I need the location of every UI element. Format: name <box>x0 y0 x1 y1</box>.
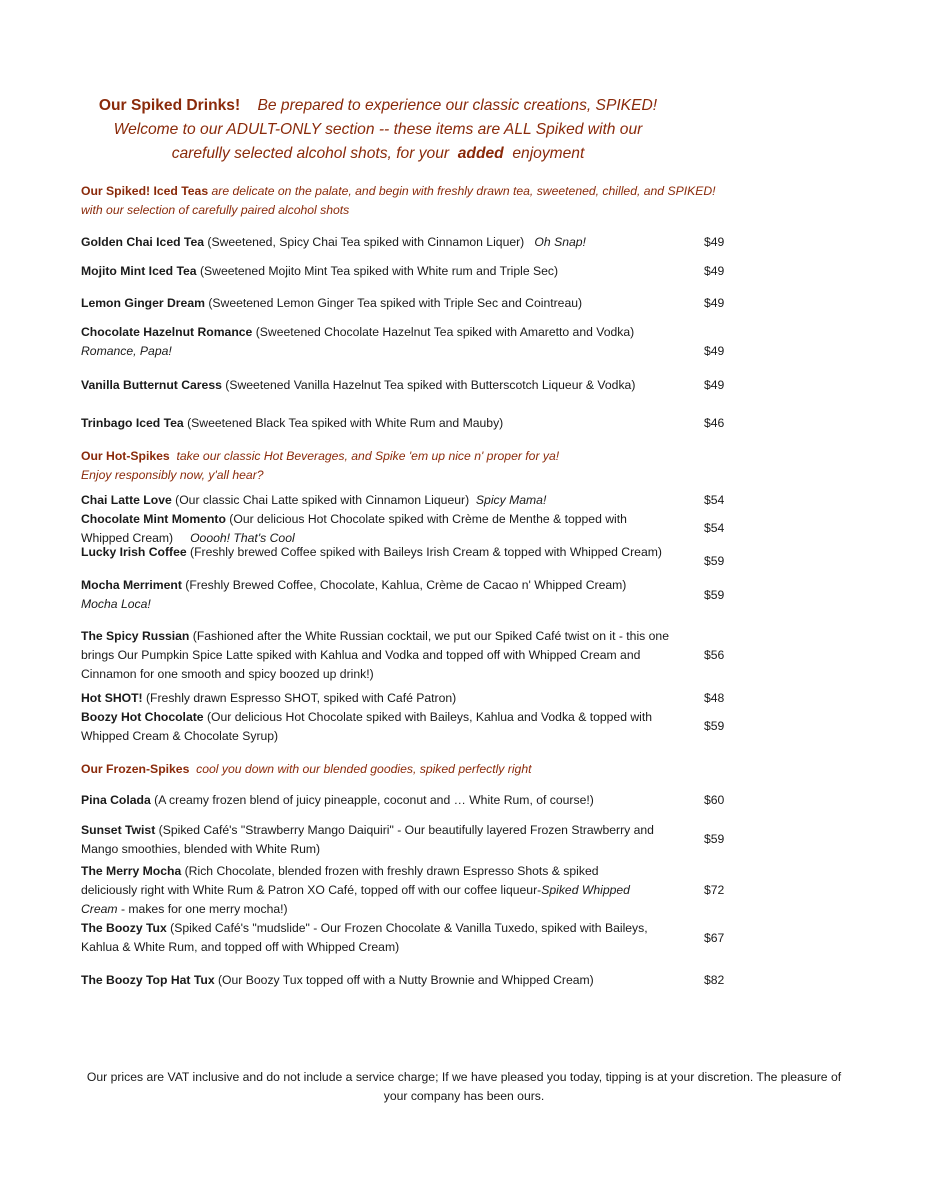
page-title: Our Spiked Drinks! <box>98 97 241 114</box>
item-description: (A creamy frozen blend of juicy pineapple, coconut and … White Rum, of course!) <box>150 793 594 807</box>
item-name: Mocha Merriment <box>81 578 182 592</box>
item-name: Hot SHOT! <box>81 691 143 705</box>
item-description: (Spiked Café's "mudslide" - Our Frozen Chocolate & Vanilla Tuxedo, spiked with Baileys, Kahlua & White Rum, and topped off with Whipped Cream) <box>81 921 648 954</box>
item-name: Trinbago Iced Tea <box>81 416 184 430</box>
menu-item <box>81 323 681 361</box>
intro-line-2: Welcome to our ADULT-ONLY section -- these items are ALL Spiked with our <box>113 121 643 138</box>
item-description: (Rich Chocolate, blended frozen with freshly drawn Espresso Shots & spiked deliciously right with White Rum & Patron XO Café, topped off with our coffee liqueur- <box>81 864 599 897</box>
menu-item <box>81 862 641 919</box>
item-name: Golden Chai Iced Tea <box>81 235 205 249</box>
item-price: $67 <box>704 931 725 945</box>
item-name: The Boozy Top Hat Tux <box>81 973 215 987</box>
item-price: $48 <box>704 691 725 705</box>
section-description: are delicate on the palate, and begin with freshly drawn tea, sweetened, chilled, and SPIKED! with our selection of carefully paired alcohol shots <box>81 184 716 217</box>
item-note: Spiked Whipped Cream <box>81 883 630 916</box>
item-price: $49 <box>704 264 725 278</box>
item-price: $46 <box>704 416 725 430</box>
item-description: (Sweetened Black Tea spiked with White Rum and Mauby) <box>183 416 504 430</box>
item-description: (Our delicious Hot Chocolate spiked with Baileys, Kahlua and Vodka & topped with Whipped Cream & Chocolate Syrup) <box>81 710 653 743</box>
item-description: (Our classic Chai Latte spiked with Cinnamon Liqueur) <box>171 493 470 507</box>
menu-item <box>81 821 679 859</box>
item-price: $60 <box>704 793 725 807</box>
intro-line-3a: carefully selected alcohol shots, for your <box>171 145 450 162</box>
item-description: (Our delicious Hot Chocolate spiked with Crème de Menthe & topped with Whipped Cream) <box>81 512 627 545</box>
item-note: Spicy Mama! <box>475 493 547 507</box>
intro-line-3 <box>60 142 696 166</box>
item-name: Pina Colada <box>81 793 151 807</box>
section-frozen-spikes <box>81 760 721 779</box>
item-name: Lucky Irish Coffee <box>81 545 187 559</box>
intro-line-1 <box>60 94 696 118</box>
item-note: Mocha Loca! <box>81 597 151 611</box>
item-price: $54 <box>704 521 725 535</box>
menu-item <box>81 971 681 990</box>
menu-item <box>81 689 681 708</box>
item-description: (Sweetened Vanilla Hazelnut Tea spiked with Butterscotch Liqueur & Vodka) <box>221 378 636 392</box>
item-price: $56 <box>704 648 725 662</box>
item-description-tail: - makes for one merry mocha!) <box>117 902 288 916</box>
item-price: $59 <box>704 832 725 846</box>
menu-item <box>81 376 696 395</box>
section-description-2: Enjoy responsibly now, y'all hear? <box>81 468 264 482</box>
item-description: (Freshly Brewed Coffee, Chocolate, Kahlua, Crème de Cacao n' Whipped Cream) <box>181 578 627 592</box>
item-description: (Spiked Café's "Strawberry Mango Daiquiri" - Our beautifully layered Frozen Strawberry and Mango smoothies, blended with White Rum) <box>81 823 654 856</box>
item-name: Chocolate Mint Momento <box>81 512 226 526</box>
item-price: $49 <box>704 344 725 358</box>
menu-item <box>81 576 681 614</box>
item-price: $82 <box>704 973 725 987</box>
section-title: Our Spiked! Iced Teas <box>81 184 209 198</box>
item-price: $72 <box>704 883 725 897</box>
item-name: Lemon Ginger Dream <box>81 296 205 310</box>
item-price: $54 <box>704 493 725 507</box>
menu-item <box>81 919 651 957</box>
item-description: (Sweetened, Spicy Chai Tea spiked with Cinnamon Liquer) <box>204 235 525 249</box>
intro-line-3b: enjoyment <box>512 145 585 162</box>
item-name: The Merry Mocha <box>81 864 182 878</box>
section-title: Our Hot-Spikes <box>81 449 170 463</box>
item-description: (Freshly brewed Coffee spiked with Baileys Irish Cream & topped with Whipped Cream) <box>186 545 662 559</box>
intro-tagline: Be prepared to experience our classic creations, SPIKED! <box>257 97 658 114</box>
item-description: (Fashioned after the White Russian cocktail, we put our Spiked Café twist on it - this one brings Our Pumpkin Spice Latte spiked with Kahlua and Vodka and topped off with Whipped Cream and Cinnamon for one smooth and spicy boozed up drink!) <box>81 629 669 681</box>
menu-item <box>81 791 681 810</box>
menu-item <box>81 262 681 281</box>
item-name: The Spicy Russian <box>81 629 190 643</box>
item-price: $59 <box>704 588 725 602</box>
item-note: Romance, Papa! <box>81 344 172 358</box>
item-description: (Sweetened Mojito Mint Tea spiked with White rum and Triple Sec) <box>196 264 559 278</box>
item-name: Mojito Mint Iced Tea <box>81 264 197 278</box>
item-description: (Freshly drawn Espresso SHOT, spiked with Café Patron) <box>142 691 457 705</box>
menu-item <box>81 294 681 313</box>
item-name: Chocolate Hazelnut Romance <box>81 325 253 339</box>
item-name: The Boozy Tux <box>81 921 167 935</box>
item-name: Boozy Hot Chocolate <box>81 710 204 724</box>
item-description: (Sweetened Chocolate Hazelnut Tea spiked with Amaretto and Vodka) <box>252 325 635 339</box>
section-title: Our Frozen-Spikes <box>81 762 190 776</box>
item-price: $59 <box>704 719 725 733</box>
item-price: $49 <box>704 296 725 310</box>
item-description: (Our Boozy Tux topped off with a Nutty Brownie and Whipped Cream) <box>214 973 594 987</box>
intro-block <box>60 94 696 166</box>
item-note: Oh Snap! <box>534 235 586 249</box>
menu-item <box>81 414 681 433</box>
item-name: Sunset Twist <box>81 823 156 837</box>
menu-item <box>81 543 671 562</box>
menu-item <box>81 491 681 510</box>
section-description: cool you down with our blended goodies, spiked perfectly right <box>196 762 532 776</box>
menu-item <box>81 233 681 252</box>
section-iced-teas <box>81 182 721 220</box>
item-name: Chai Latte Love <box>81 493 172 507</box>
menu-item <box>81 627 676 684</box>
item-description: (Sweetened Lemon Ginger Tea spiked with Triple Sec and Cointreau) <box>204 296 583 310</box>
item-price: $49 <box>704 235 725 249</box>
section-hot-spikes <box>81 447 721 485</box>
item-name: Vanilla Butternut Caress <box>81 378 222 392</box>
menu-item <box>81 708 671 746</box>
item-price: $49 <box>704 378 725 392</box>
item-price: $59 <box>704 554 725 568</box>
section-description: take our classic Hot Beverages, and Spike 'em up nice n' proper for ya! <box>176 449 560 463</box>
item-note: Ooooh! That's Cool <box>190 531 295 545</box>
footer-note: Our prices are VAT inclusive and do not include a service charge; If we have pleased you today, tipping is at your discretion. The pleasure of your company has been ours. <box>86 1070 842 1103</box>
intro-emphasis: added <box>457 145 504 162</box>
